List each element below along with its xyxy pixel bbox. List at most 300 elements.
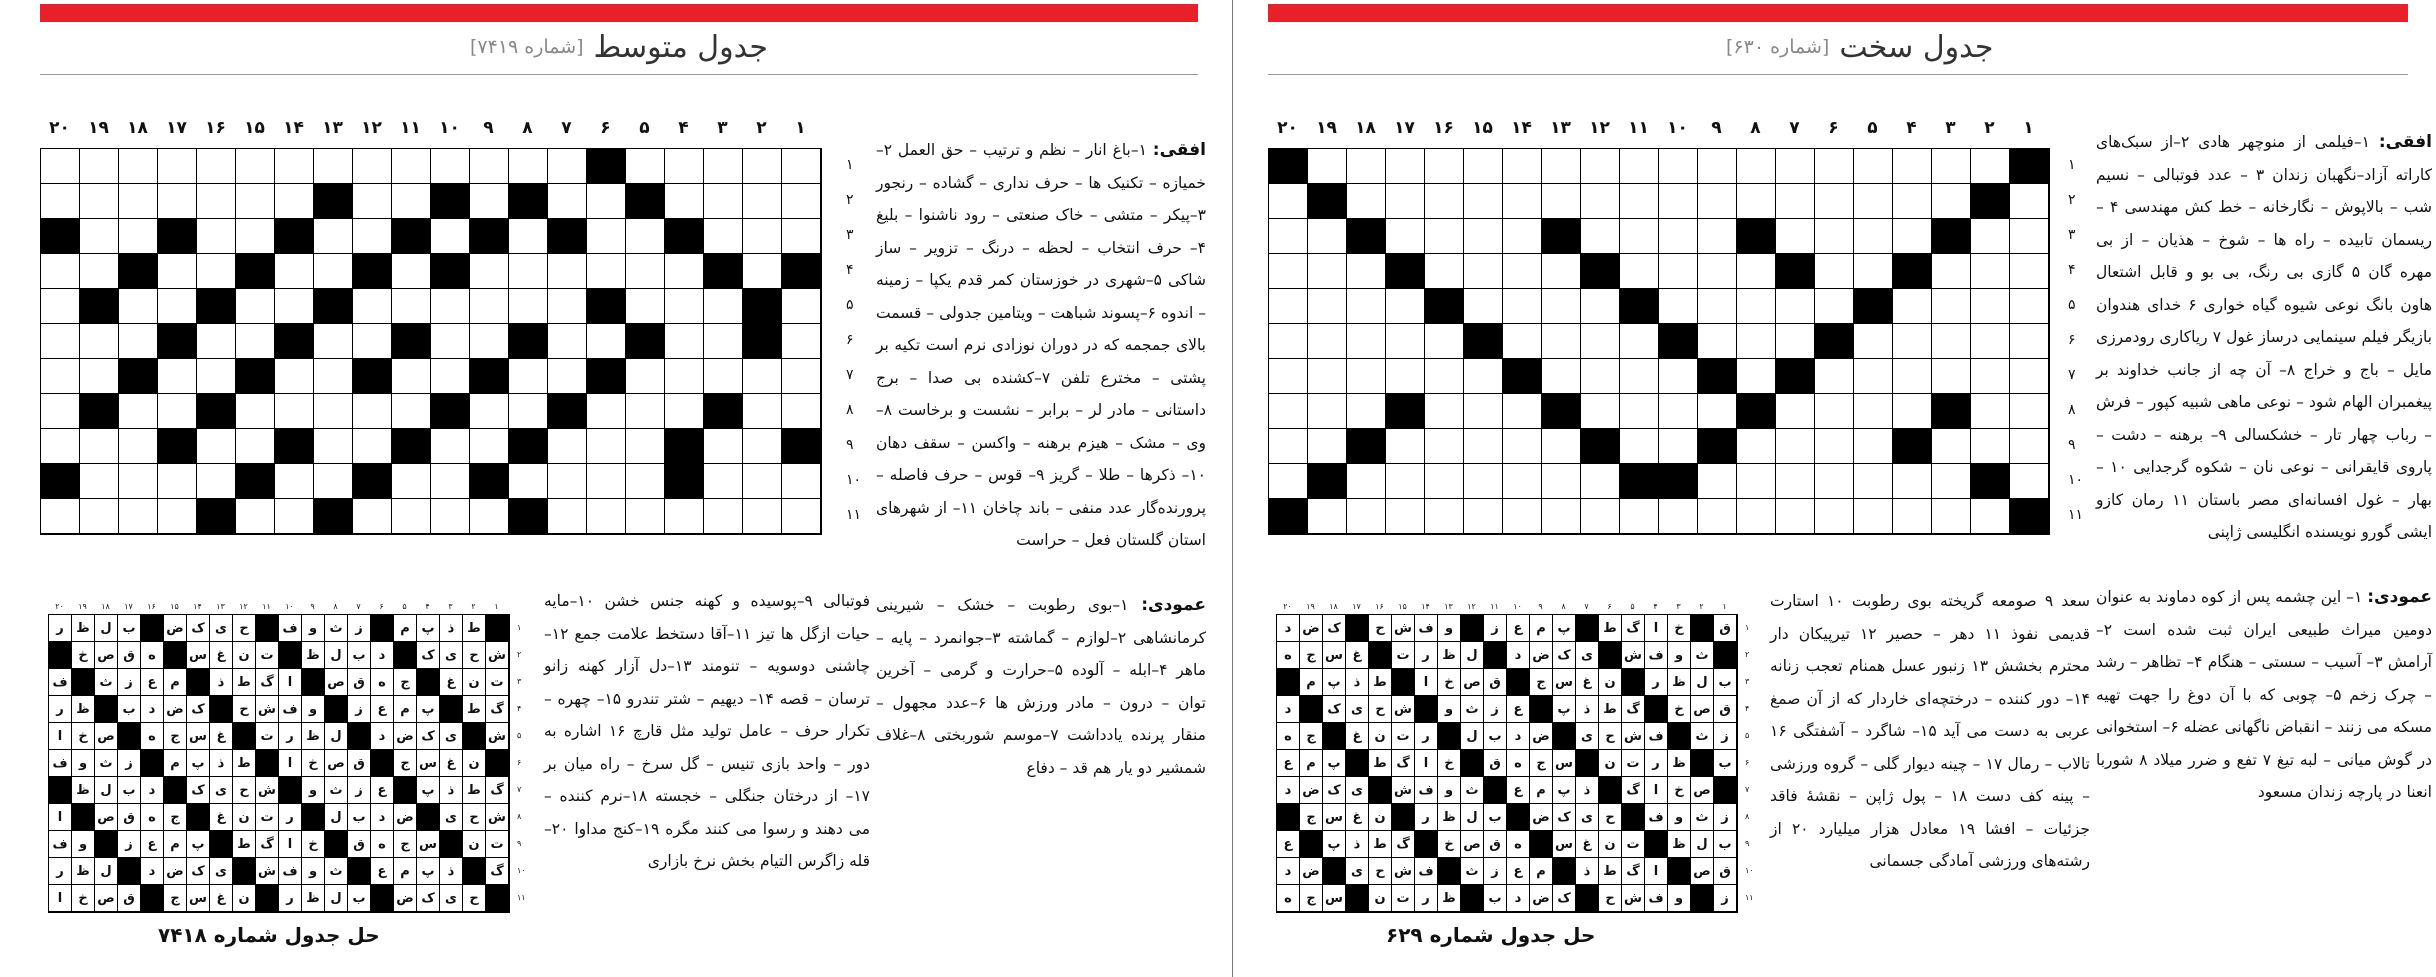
grid-cell[interactable] xyxy=(314,464,353,499)
grid-cell[interactable] xyxy=(509,359,548,394)
grid-cell[interactable] xyxy=(2010,184,2049,219)
grid-cell[interactable] xyxy=(1464,149,1503,184)
grid-cell[interactable] xyxy=(1893,289,1932,324)
grid-cell[interactable] xyxy=(158,464,197,499)
grid-cell[interactable] xyxy=(431,289,470,324)
grid-cell[interactable] xyxy=(119,464,158,499)
grid-cell[interactable] xyxy=(1776,394,1815,429)
grid-cell[interactable] xyxy=(704,359,743,394)
grid-cell[interactable] xyxy=(704,464,743,499)
grid-cell[interactable] xyxy=(1815,394,1854,429)
grid-cell[interactable] xyxy=(1542,429,1581,464)
grid-cell[interactable] xyxy=(626,289,665,324)
grid-cell[interactable] xyxy=(1425,324,1464,359)
grid-cell[interactable] xyxy=(1659,429,1698,464)
grid-cell[interactable] xyxy=(743,499,782,534)
grid-cell[interactable] xyxy=(275,254,314,289)
grid-cell[interactable] xyxy=(509,464,548,499)
grid-cell[interactable] xyxy=(1971,429,2010,464)
grid-cell[interactable] xyxy=(158,184,197,219)
grid-cell[interactable] xyxy=(1971,289,2010,324)
grid-cell[interactable] xyxy=(704,429,743,464)
grid-cell[interactable] xyxy=(353,429,392,464)
grid-cell[interactable] xyxy=(548,149,587,184)
grid-cell[interactable] xyxy=(1581,464,1620,499)
grid-cell[interactable] xyxy=(1737,324,1776,359)
grid-cell[interactable] xyxy=(197,464,236,499)
grid-cell[interactable] xyxy=(1932,499,1971,534)
grid-cell[interactable] xyxy=(1503,149,1542,184)
grid-cell[interactable] xyxy=(1425,149,1464,184)
grid-cell[interactable] xyxy=(782,359,821,394)
grid-cell[interactable] xyxy=(197,359,236,394)
grid-cell[interactable] xyxy=(197,324,236,359)
grid-cell[interactable] xyxy=(626,464,665,499)
grid-cell[interactable] xyxy=(587,499,626,534)
grid-cell[interactable] xyxy=(626,254,665,289)
grid-cell[interactable] xyxy=(275,499,314,534)
grid-cell[interactable] xyxy=(665,254,704,289)
grid-cell[interactable] xyxy=(1815,219,1854,254)
grid-cell[interactable] xyxy=(509,149,548,184)
grid-cell[interactable] xyxy=(1581,219,1620,254)
grid-cell[interactable] xyxy=(1893,499,1932,534)
grid-cell[interactable] xyxy=(665,394,704,429)
grid-cell[interactable] xyxy=(119,324,158,359)
grid-cell[interactable] xyxy=(1620,499,1659,534)
grid-cell[interactable] xyxy=(1308,499,1347,534)
grid-cell[interactable] xyxy=(1542,464,1581,499)
grid-cell[interactable] xyxy=(665,359,704,394)
grid-cell[interactable] xyxy=(275,289,314,324)
grid-cell[interactable] xyxy=(704,149,743,184)
grid-cell[interactable] xyxy=(1464,429,1503,464)
grid-cell[interactable] xyxy=(119,184,158,219)
grid-cell[interactable] xyxy=(548,464,587,499)
grid-cell[interactable] xyxy=(1854,429,1893,464)
grid-cell[interactable] xyxy=(665,289,704,324)
grid-cell[interactable] xyxy=(1425,219,1464,254)
grid-cell[interactable] xyxy=(119,219,158,254)
grid-cell[interactable] xyxy=(1503,394,1542,429)
grid-cell[interactable] xyxy=(1698,324,1737,359)
grid-cell[interactable] xyxy=(1581,499,1620,534)
grid-cell[interactable] xyxy=(41,499,80,534)
grid-cell[interactable] xyxy=(1386,289,1425,324)
grid-cell[interactable] xyxy=(275,149,314,184)
grid-cell[interactable] xyxy=(1932,464,1971,499)
grid-cell[interactable] xyxy=(1269,324,1308,359)
grid-cell[interactable] xyxy=(1386,464,1425,499)
grid-cell[interactable] xyxy=(1464,254,1503,289)
grid-cell[interactable] xyxy=(1620,429,1659,464)
grid-cell[interactable] xyxy=(1542,324,1581,359)
grid-cell[interactable] xyxy=(1425,429,1464,464)
grid-cell[interactable] xyxy=(197,184,236,219)
grid-cell[interactable] xyxy=(1269,184,1308,219)
grid-cell[interactable] xyxy=(353,184,392,219)
grid-cell[interactable] xyxy=(587,464,626,499)
grid-cell[interactable] xyxy=(1854,499,1893,534)
grid-cell[interactable] xyxy=(626,429,665,464)
grid-cell[interactable] xyxy=(41,324,80,359)
grid-cell[interactable] xyxy=(1503,499,1542,534)
grid-cell[interactable] xyxy=(236,219,275,254)
grid-cell[interactable] xyxy=(1776,324,1815,359)
grid-cell[interactable] xyxy=(158,359,197,394)
grid-cell[interactable] xyxy=(1581,289,1620,324)
grid-cell[interactable] xyxy=(1737,254,1776,289)
grid-cell[interactable] xyxy=(1347,149,1386,184)
grid-cell[interactable] xyxy=(1425,254,1464,289)
grid-cell[interactable] xyxy=(119,149,158,184)
grid-cell[interactable] xyxy=(1698,499,1737,534)
grid-cell[interactable] xyxy=(1620,359,1659,394)
grid-cell[interactable] xyxy=(236,429,275,464)
grid-cell[interactable] xyxy=(1698,394,1737,429)
grid-cell[interactable] xyxy=(704,184,743,219)
grid-cell[interactable] xyxy=(548,324,587,359)
grid-cell[interactable] xyxy=(314,149,353,184)
grid-cell[interactable] xyxy=(1386,429,1425,464)
grid-cell[interactable] xyxy=(1464,219,1503,254)
grid-cell[interactable] xyxy=(1815,184,1854,219)
grid-cell[interactable] xyxy=(119,394,158,429)
grid-cell[interactable] xyxy=(1425,359,1464,394)
grid-cell[interactable] xyxy=(236,289,275,324)
grid-cell[interactable] xyxy=(236,324,275,359)
grid-cell[interactable] xyxy=(1737,289,1776,324)
grid-cell[interactable] xyxy=(119,499,158,534)
grid-cell[interactable] xyxy=(1503,219,1542,254)
grid-cell[interactable] xyxy=(1620,149,1659,184)
grid-cell[interactable] xyxy=(431,324,470,359)
grid-cell[interactable] xyxy=(80,254,119,289)
grid-cell[interactable] xyxy=(1347,289,1386,324)
grid-cell[interactable] xyxy=(1971,324,2010,359)
grid-cell[interactable] xyxy=(1308,149,1347,184)
grid-cell[interactable] xyxy=(587,394,626,429)
grid-cell[interactable] xyxy=(1542,359,1581,394)
grid-cell[interactable] xyxy=(1581,324,1620,359)
grid-cell[interactable] xyxy=(1269,219,1308,254)
grid-cell[interactable] xyxy=(665,149,704,184)
grid-cell[interactable] xyxy=(1932,359,1971,394)
grid-cell[interactable] xyxy=(1542,149,1581,184)
grid-cell[interactable] xyxy=(1659,499,1698,534)
grid-cell[interactable] xyxy=(782,394,821,429)
grid-cell[interactable] xyxy=(1659,289,1698,324)
grid-cell[interactable] xyxy=(2010,394,2049,429)
grid-cell[interactable] xyxy=(314,394,353,429)
grid-cell[interactable] xyxy=(1386,499,1425,534)
grid-cell[interactable] xyxy=(1971,499,2010,534)
grid-cell[interactable] xyxy=(1854,464,1893,499)
grid-cell[interactable] xyxy=(431,464,470,499)
grid-cell[interactable] xyxy=(392,359,431,394)
grid-cell[interactable] xyxy=(548,184,587,219)
grid-cell[interactable] xyxy=(1815,359,1854,394)
grid-cell[interactable] xyxy=(1581,149,1620,184)
grid-cell[interactable] xyxy=(704,219,743,254)
grid-cell[interactable] xyxy=(743,184,782,219)
grid-cell[interactable] xyxy=(1386,324,1425,359)
grid-cell[interactable] xyxy=(1776,499,1815,534)
grid-cell[interactable] xyxy=(1269,359,1308,394)
grid-cell[interactable] xyxy=(2010,289,2049,324)
grid-cell[interactable] xyxy=(2010,429,2049,464)
grid-cell[interactable] xyxy=(2010,254,2049,289)
grid-cell[interactable] xyxy=(1269,464,1308,499)
grid-cell[interactable] xyxy=(743,429,782,464)
grid-cell[interactable] xyxy=(587,324,626,359)
grid-cell[interactable] xyxy=(80,219,119,254)
grid-cell[interactable] xyxy=(197,254,236,289)
grid-cell[interactable] xyxy=(1308,429,1347,464)
grid-cell[interactable] xyxy=(2010,359,2049,394)
grid-cell[interactable] xyxy=(275,184,314,219)
grid-cell[interactable] xyxy=(158,254,197,289)
grid-cell[interactable] xyxy=(392,394,431,429)
grid-cell[interactable] xyxy=(314,219,353,254)
grid-cell[interactable] xyxy=(1854,254,1893,289)
grid-cell[interactable] xyxy=(1893,324,1932,359)
grid-cell[interactable] xyxy=(1893,184,1932,219)
grid-cell[interactable] xyxy=(1425,464,1464,499)
grid-cell[interactable] xyxy=(1659,254,1698,289)
grid-cell[interactable] xyxy=(431,219,470,254)
grid-cell[interactable] xyxy=(1542,254,1581,289)
grid-cell[interactable] xyxy=(275,394,314,429)
grid-cell[interactable] xyxy=(1581,394,1620,429)
grid-cell[interactable] xyxy=(1269,394,1308,429)
grid-cell[interactable] xyxy=(1503,289,1542,324)
grid-cell[interactable] xyxy=(236,184,275,219)
grid-cell[interactable] xyxy=(158,149,197,184)
grid-cell[interactable] xyxy=(2010,464,2049,499)
grid-cell[interactable] xyxy=(1308,324,1347,359)
grid-cell[interactable] xyxy=(470,394,509,429)
grid-cell[interactable] xyxy=(743,149,782,184)
grid-cell[interactable] xyxy=(1776,219,1815,254)
grid-cell[interactable] xyxy=(1425,394,1464,429)
grid-cell[interactable] xyxy=(1776,184,1815,219)
grid-cell[interactable] xyxy=(275,359,314,394)
grid-cell[interactable] xyxy=(1815,149,1854,184)
grid-cell[interactable] xyxy=(1620,394,1659,429)
grid-cell[interactable] xyxy=(431,499,470,534)
grid-cell[interactable] xyxy=(548,254,587,289)
grid-cell[interactable] xyxy=(1464,499,1503,534)
grid-cell[interactable] xyxy=(275,464,314,499)
grid-cell[interactable] xyxy=(353,324,392,359)
grid-cell[interactable] xyxy=(1347,499,1386,534)
grid-cell[interactable] xyxy=(41,289,80,324)
grid-cell[interactable] xyxy=(470,499,509,534)
grid-cell[interactable] xyxy=(470,184,509,219)
grid-cell[interactable] xyxy=(1347,394,1386,429)
grid-cell[interactable] xyxy=(1893,359,1932,394)
grid-cell[interactable] xyxy=(41,184,80,219)
grid-cell[interactable] xyxy=(1815,499,1854,534)
grid-cell[interactable] xyxy=(1386,359,1425,394)
grid-cell[interactable] xyxy=(392,184,431,219)
grid-cell[interactable] xyxy=(1815,464,1854,499)
grid-cell[interactable] xyxy=(1542,184,1581,219)
grid-cell[interactable] xyxy=(1854,149,1893,184)
grid-cell[interactable] xyxy=(1386,149,1425,184)
grid-cell[interactable] xyxy=(1620,254,1659,289)
grid-cell[interactable] xyxy=(197,429,236,464)
grid-cell[interactable] xyxy=(41,254,80,289)
grid-cell[interactable] xyxy=(1581,359,1620,394)
grid-cell[interactable] xyxy=(41,394,80,429)
grid-cell[interactable] xyxy=(1659,394,1698,429)
grid-cell[interactable] xyxy=(1698,149,1737,184)
grid-cell[interactable] xyxy=(626,149,665,184)
grid-cell[interactable] xyxy=(1308,254,1347,289)
grid-cell[interactable] xyxy=(1737,149,1776,184)
grid-cell[interactable] xyxy=(509,254,548,289)
grid-cell[interactable] xyxy=(353,219,392,254)
grid-cell[interactable] xyxy=(1737,429,1776,464)
grid-cell[interactable] xyxy=(197,219,236,254)
grid-cell[interactable] xyxy=(1893,464,1932,499)
grid-cell[interactable] xyxy=(80,184,119,219)
grid-cell[interactable] xyxy=(1815,289,1854,324)
grid-cell[interactable] xyxy=(1776,464,1815,499)
grid-cell[interactable] xyxy=(1503,429,1542,464)
grid-cell[interactable] xyxy=(119,429,158,464)
grid-cell[interactable] xyxy=(1971,254,2010,289)
grid-cell[interactable] xyxy=(2010,324,2049,359)
grid-cell[interactable] xyxy=(704,324,743,359)
grid-cell[interactable] xyxy=(782,464,821,499)
grid-cell[interactable] xyxy=(314,254,353,289)
grid-cell[interactable] xyxy=(158,289,197,324)
grid-cell[interactable] xyxy=(1893,394,1932,429)
grid-cell[interactable] xyxy=(1854,324,1893,359)
grid-cell[interactable] xyxy=(782,499,821,534)
grid-cell[interactable] xyxy=(80,324,119,359)
grid-cell[interactable] xyxy=(1971,219,2010,254)
grid-cell[interactable] xyxy=(236,394,275,429)
grid-cell[interactable] xyxy=(1347,254,1386,289)
grid-cell[interactable] xyxy=(392,254,431,289)
grid-cell[interactable] xyxy=(509,219,548,254)
grid-cell[interactable] xyxy=(1893,149,1932,184)
grid-cell[interactable] xyxy=(1308,359,1347,394)
grid-cell[interactable] xyxy=(743,394,782,429)
grid-cell[interactable] xyxy=(236,149,275,184)
grid-cell[interactable] xyxy=(353,394,392,429)
grid-cell[interactable] xyxy=(782,149,821,184)
grid-cell[interactable] xyxy=(80,149,119,184)
grid-cell[interactable] xyxy=(626,394,665,429)
left-puzzle-grid[interactable] xyxy=(40,148,822,535)
grid-cell[interactable] xyxy=(314,359,353,394)
grid-cell[interactable] xyxy=(431,149,470,184)
grid-cell[interactable] xyxy=(1542,499,1581,534)
grid-cell[interactable] xyxy=(470,324,509,359)
grid-cell[interactable] xyxy=(1503,324,1542,359)
grid-cell[interactable] xyxy=(2010,219,2049,254)
grid-cell[interactable] xyxy=(470,429,509,464)
grid-cell[interactable] xyxy=(1971,359,2010,394)
grid-cell[interactable] xyxy=(1932,429,1971,464)
grid-cell[interactable] xyxy=(587,254,626,289)
grid-cell[interactable] xyxy=(1542,289,1581,324)
grid-cell[interactable] xyxy=(470,254,509,289)
grid-cell[interactable] xyxy=(1932,324,1971,359)
grid-cell[interactable] xyxy=(665,184,704,219)
grid-cell[interactable] xyxy=(1932,254,1971,289)
grid-cell[interactable] xyxy=(1737,184,1776,219)
grid-cell[interactable] xyxy=(470,289,509,324)
grid-cell[interactable] xyxy=(743,254,782,289)
grid-cell[interactable] xyxy=(1347,359,1386,394)
grid-cell[interactable] xyxy=(1659,184,1698,219)
grid-cell[interactable] xyxy=(1620,219,1659,254)
grid-cell[interactable] xyxy=(1776,149,1815,184)
grid-cell[interactable] xyxy=(431,429,470,464)
grid-cell[interactable] xyxy=(1269,254,1308,289)
grid-cell[interactable] xyxy=(314,429,353,464)
grid-cell[interactable] xyxy=(509,394,548,429)
grid-cell[interactable] xyxy=(392,499,431,534)
grid-cell[interactable] xyxy=(1854,184,1893,219)
grid-cell[interactable] xyxy=(743,219,782,254)
grid-cell[interactable] xyxy=(1464,359,1503,394)
grid-cell[interactable] xyxy=(80,359,119,394)
grid-cell[interactable] xyxy=(548,289,587,324)
grid-cell[interactable] xyxy=(1269,429,1308,464)
grid-cell[interactable] xyxy=(626,499,665,534)
grid-cell[interactable] xyxy=(665,499,704,534)
grid-cell[interactable] xyxy=(80,429,119,464)
grid-cell[interactable] xyxy=(1854,359,1893,394)
grid-cell[interactable] xyxy=(1932,184,1971,219)
grid-cell[interactable] xyxy=(1698,254,1737,289)
grid-cell[interactable] xyxy=(470,149,509,184)
grid-cell[interactable] xyxy=(1581,184,1620,219)
grid-cell[interactable] xyxy=(1425,499,1464,534)
grid-cell[interactable] xyxy=(548,429,587,464)
grid-cell[interactable] xyxy=(431,359,470,394)
grid-cell[interactable] xyxy=(1854,394,1893,429)
grid-cell[interactable] xyxy=(1308,394,1347,429)
grid-cell[interactable] xyxy=(1893,219,1932,254)
grid-cell[interactable] xyxy=(1386,219,1425,254)
grid-cell[interactable] xyxy=(41,149,80,184)
grid-cell[interactable] xyxy=(1620,184,1659,219)
grid-cell[interactable] xyxy=(1347,324,1386,359)
grid-cell[interactable] xyxy=(1659,359,1698,394)
grid-cell[interactable] xyxy=(1503,254,1542,289)
grid-cell[interactable] xyxy=(1464,184,1503,219)
grid-cell[interactable] xyxy=(1776,429,1815,464)
grid-cell[interactable] xyxy=(1737,464,1776,499)
grid-cell[interactable] xyxy=(1503,464,1542,499)
grid-cell[interactable] xyxy=(392,464,431,499)
grid-cell[interactable] xyxy=(1698,219,1737,254)
grid-cell[interactable] xyxy=(1971,149,2010,184)
grid-cell[interactable] xyxy=(353,289,392,324)
grid-cell[interactable] xyxy=(392,289,431,324)
grid-cell[interactable] xyxy=(782,219,821,254)
grid-cell[interactable] xyxy=(158,394,197,429)
grid-cell[interactable] xyxy=(1815,429,1854,464)
